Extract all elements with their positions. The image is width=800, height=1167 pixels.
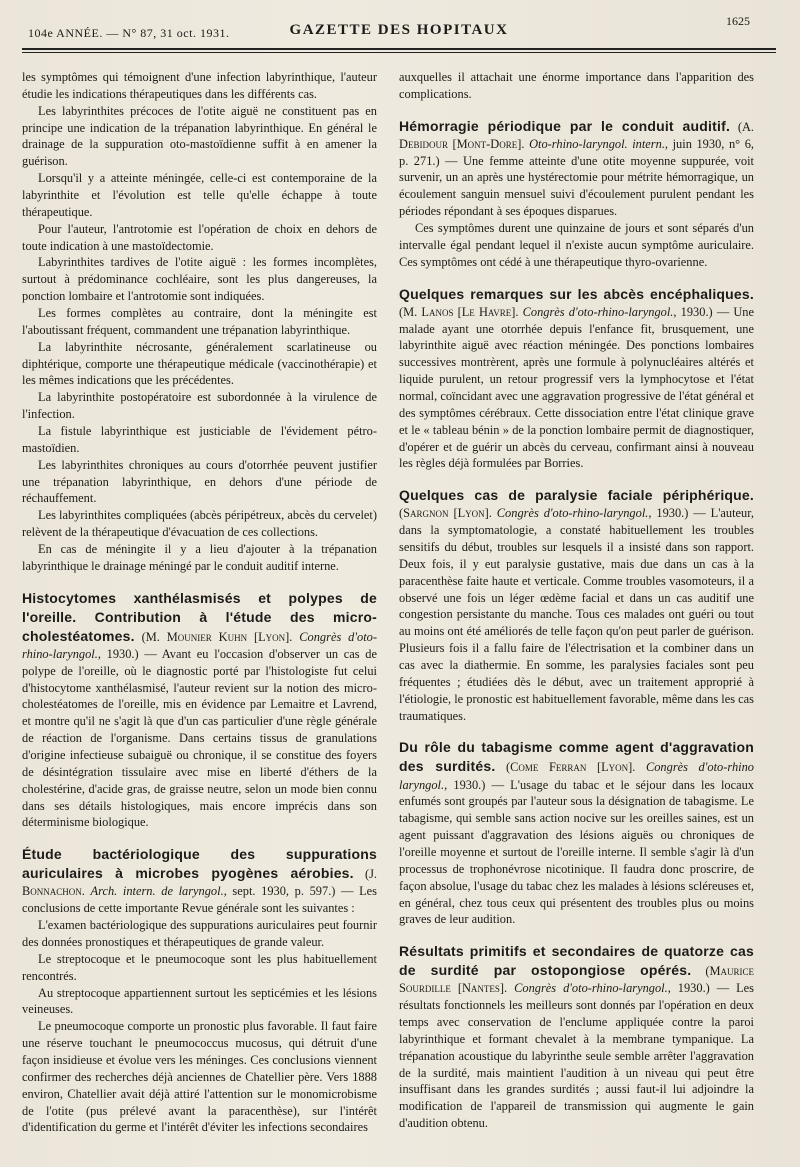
paragraph: Labyrinthites tardives de l'otite aiguë : les formes incomplètes, surtout à prédominance cochléaire, sont les plus dangereuses, la ponction lombaire et l'antrotomie sont indiquées. bbox=[22, 255, 377, 304]
article-title: Étude bactériologique des suppurations auriculaires à microbes pyogènes aérobies. bbox=[22, 846, 377, 882]
page-number: 1625 bbox=[726, 14, 750, 28]
article-author: (M. Lanos [Le Havre]. bbox=[399, 304, 519, 319]
paragraph: les symptômes qui témoignent d'une infection labyrinthique, l'auteur étudie les indications thérapeutiques dans les différents cas. bbox=[22, 70, 377, 101]
article-author: (Sargnon [Lyon]. bbox=[399, 506, 492, 521]
article-reference: Oto-rhino-laryngol. intern. bbox=[529, 136, 665, 151]
article-hemorragie bbox=[399, 117, 754, 271]
paragraph: Le pneumocoque comporte un pronostic plus favorable. Il faut faire une réserve touchant le pneumococcus mucosus, qui détruit d'une façon insidieuse et évolue vers les méninges. Ces conclusions viennent confirmer des recherches déjà anciennes de Chatellier père. Vers 1888 environ, Chatellier avait déjà attiré l'attention sur le monomicrobisme de l'otite (pus prélevé avant la paracenthèse), sur l'intérêt d'identification du germe et l'intérêt d'éviter les infections secondaires bbox=[22, 1019, 377, 1135]
article-abces bbox=[399, 285, 754, 473]
article-title: Histocytomes xanthélasmisés et polypes de l'oreille. Contribution à l'étude des micro-cholestéatomes. bbox=[22, 589, 377, 644]
article-histocytomes bbox=[22, 589, 377, 832]
article-author: (M. Mounier Kuhn [Lyon]. bbox=[141, 629, 293, 644]
header-rule-thin bbox=[22, 52, 776, 53]
paragraph: Les labyrinthites précoces de l'otite aiguë ne constituent pas en principe une indication de la trépanation labyrinthique. En général le drainage de la suppuration oto-mastoïdienne suffit à en amener la guérison. bbox=[22, 103, 377, 169]
paragraph: La labyrinthite postopératoire est subordonnée à la virulence de l'infection. bbox=[22, 390, 377, 422]
article-tabagisme bbox=[399, 738, 754, 928]
article-reference: Arch. intern. de laryngol. bbox=[90, 884, 224, 899]
paragraph: Ces symptômes durent une quinzaine de jours et sont séparés d'un intervalle égal pendant lequel il n'existe aucun symptôme auriculaire. Ces symptômes ont cédé à une thérapeutique thyro-ovarienne. bbox=[399, 221, 754, 269]
paragraph: Le streptocoque et le pneumocoque sont les plus habituellement rencontrés. bbox=[22, 951, 377, 983]
paragraph: Pour l'auteur, l'antrotomie est l'opération de choix en dehors de toute indication à une mastoïdectomie. bbox=[22, 221, 377, 253]
article-reference: Congrès d'oto-rhino-laryngol. bbox=[22, 629, 377, 661]
paragraph: La labyrinthite nécrosante, généralement scarlatineuse ou diphtérique, comporte une thérapeutique médicale (vaccinothérapie) et les mêmes indications que les précédentes. bbox=[22, 339, 377, 388]
article-otospongiose bbox=[399, 942, 754, 1132]
article-body: , 1930.) — L'auteur, dans la symptomatologie, a constaté habituellement les troubles sensitifs du début, troubles sur lesquels il a insisté dans son rapport. Deux fois, il y eut paralysie gustative, mais due dans un cas à la paracenthèse faite haute et verticale. Comme troubles vasomoteurs, il a observé une fois un léger œdème facial et dans un cas auditif une congestion persistante du manche. Tous ces malades ont guéri ou tout au moins ont été améliorés de telle façon qu'on peut parler de guérison. Plusieurs fois il a fallu faire de l'électrisation et la combiner dans un cas avec la diathermie. En somme, les paralysies faciales sont peu fréquentes ; étudiées dès le début, avec un traitement approprié à l'étiologie, le pronostic est habituellement favorable, même dans les cas traumatiques. bbox=[399, 506, 754, 723]
issue-line: 104e ANNÉE. — N° 87, 31 oct. 1931. bbox=[28, 26, 230, 40]
article-author: (A. Debidour [Mont-Dore]. bbox=[399, 119, 754, 151]
article-title: Du rôle du tabagisme comme agent d'aggravation des surdités. bbox=[399, 739, 754, 775]
paragraph-continuation: auxquelles il attachait une énorme importance dans l'apparition des complications. bbox=[399, 70, 754, 101]
article-title: Hémorragie périodique par le conduit auditif. bbox=[399, 117, 731, 134]
article-title: Quelques cas de paralysie faciale périphérique. bbox=[399, 487, 754, 504]
paragraph: Au streptocoque appartiennent surtout les septicémies et les lésions veineuses. bbox=[22, 985, 377, 1017]
article-reference: Congrès d'oto-rhino laryngol. bbox=[399, 760, 754, 792]
article-reference: Congrès d'oto-rhino-laryngol. bbox=[514, 981, 668, 996]
paragraph: Les labyrinthites compliquées (abcès péripétreux, abcès du cervelet) relèvent de la thérapeutique d'évacuation de ces collections. bbox=[22, 508, 377, 540]
page-header bbox=[22, 14, 776, 40]
article-body: , 1930.) — Les résultats fonctionnels les meilleurs sont donnés par l'opération en deux temps avec conservation de l'enclume appliquée contre la paroi labyrinthique et formant chevalet à la membrane tympanique. La trépanation acoustique du labyrinthe seule semble arrêter l'aggravation de la surdité, mais maintient l'audition à un niveau qui peut être insuffisant dans les grandes surdités ; aussi faut-il lui adjoindre la modification de l'appareil de transmission qui augmente le gain d'audition obtenu. bbox=[399, 981, 755, 1131]
right-column bbox=[399, 69, 754, 1136]
article-reference: Congrès d'oto-rhino-laryngol. bbox=[496, 506, 649, 521]
paragraph: L'examen bactériologique des suppurations auriculaires peut fournir des données pronostiques et thérapeutiques de grande valeur. bbox=[22, 918, 377, 949]
article-author: (J. Bonnachon. bbox=[22, 867, 377, 899]
article-author: (Come Ferran [Lyon]. bbox=[506, 760, 636, 775]
paragraph: Les labyrinthites chroniques au cours d'otorrhée peuvent justifier une trépanation labyrinthique, en dehors d'une période de réchauffement. bbox=[22, 457, 377, 506]
paragraph: En cas de méningite il y a lieu d'ajouter à la trépanation labyrinthique le drainage méningé par le conduit auditif interne. bbox=[22, 542, 377, 573]
article-author: (Maurice Sourdille [Nantes]. bbox=[399, 964, 754, 996]
article-body: , sept. 1930, p. 597.) — Les conclusions de cette importante Revue générale sont les suivantes : bbox=[22, 884, 377, 916]
article-body: , 1930.) — Une malade ayant une otorrhée depuis l'enfance fit, brusquement, une labyrinthite aiguë avec réaction méningée. Des ponctions lombaires successives montrèrent, après une formule à polynucléaires altérés et liquide purulent, un retour progressif vers la lymphocytose et l'état normal, coïncidant avec une aggravation progressive de l'état général et des symptômes cérébraux. Cette dissociation entre l'état clinique grave et le « tableau bénin » de la ponction lombaire permit de diagnostiquer, d'opérer et de guérir un abcès du cerveau, confirmant ainsi à nouveau les règles déjà formulées par Borries. bbox=[399, 304, 755, 471]
article-reference: Congrès d'oto-rhino-laryngol. bbox=[522, 304, 674, 319]
article-title: Quelques remarques sur les abcès encéphaliques. bbox=[399, 285, 754, 302]
article-paralysie bbox=[399, 486, 754, 724]
article-bacteriologique bbox=[22, 845, 377, 1136]
article-body: , 1930.) — Avant eu l'occasion d'observer un cas de polype de l'oreille, où le diagnostic porté par l'histologiste fut celui d'histocytome xanthélasmisé, l'auteur revient sur la notion des micro-cholestéatomes de l'oreille, mis en évidence par Lemaitre et Lavrend, et montre qu'il ne s'agit là que d'un cas particulier d'une règle générale de réaction de l'organisme. Dans certains tissus de granulations d'origine infectieuse subaiguë ou chronique, il se constitue des foyers de désintégration tissulaire avec mise en liberté d'éthers de la cholestérine, d'acide gras, de graisse neutre, selon un mode bien connu dans ses détails histologiques, mais encore imprécis dans son déterminisme biologique. bbox=[22, 646, 377, 830]
paragraph: Les formes complètes au contraire, dont la méningite est l'aboutissant fréquent, commandent une trépanation labyrinthique. bbox=[22, 306, 377, 337]
text-columns bbox=[22, 69, 776, 1136]
header-rule bbox=[22, 48, 776, 50]
article-body: , 1930.) — L'usage du tabac et le séjour dans les locaux enfumés sont groupés par l'auteur sous la désignation de tabagisme. Le tabagisme, qui semble sans action nocive sur les oreilles saines, est un agent puissant d'aggravation des lésions aiguës ou chroniques de l'oreille moyenne et surtout de l'oreille interne. Il semble s'agir là d'un processus de trophonévrose nicotinique. Il faudra donc proscrire, de façon absolue, l'usage du tabac chez les malades à lésions scléreuses et, en général, chez tous ceux qui présentent des troubles plus ou moins graves de leur audition. bbox=[399, 777, 754, 927]
paragraph: Lorsqu'il y a atteinte méningée, celle-ci est contemporaine de la labyrinthite et l'évolution est telle qu'elle échappe à toute thérapeutique. bbox=[22, 171, 377, 219]
article-body: , juin 1930, n° 6, p. 271.) — Une femme atteinte d'une otite moyenne suppurée, voit survenir, un an après une hystérectomie pour métrite hémorragique, un écoulement sanguin mensuel suivi d'écoulement purulent pendant les périodes répondant à ses époques disparues. bbox=[399, 136, 754, 219]
journal-title: GAZETTE DES HOPITAUX bbox=[289, 22, 509, 38]
article-title: Résultats primitifs et secondaires de quatorze cas de surdité par ostopongiose opérés. bbox=[399, 943, 754, 979]
left-column bbox=[22, 69, 377, 1136]
paragraph: La fistule labyrinthique est justiciable de l'évidement pétro-mastoïdien. bbox=[22, 424, 377, 455]
